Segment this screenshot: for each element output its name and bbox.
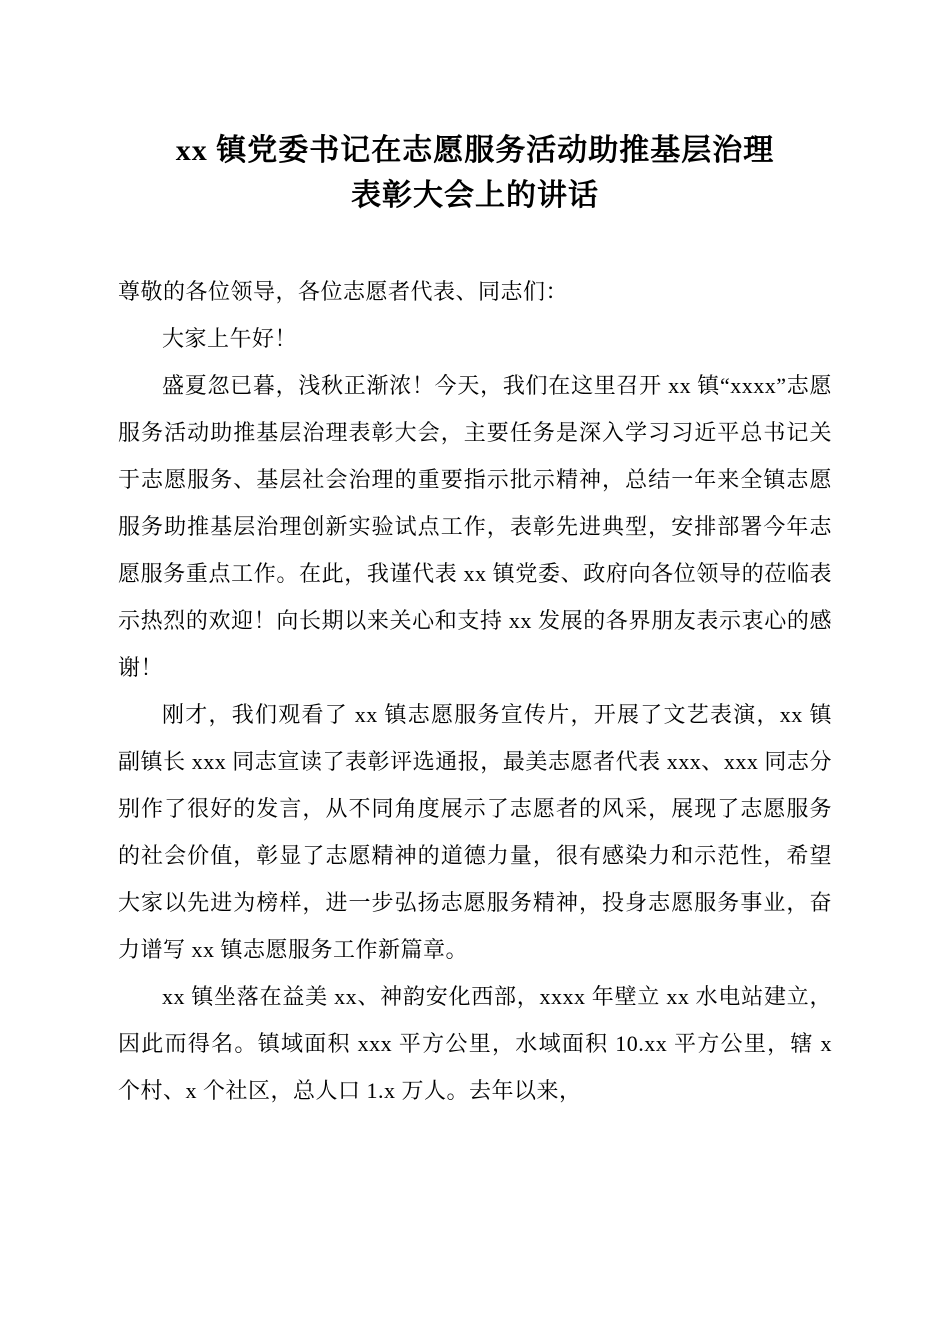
document-title-line-2: 表彰大会上的讲话 <box>351 179 599 212</box>
document-title <box>118 128 832 218</box>
greeting-paragraph: 大家上午好！ <box>162 326 298 351</box>
body-paragraph-1: 盛夏忽已暮，浅秋正渐浓！今天，我们在这里召开 xx 镇“xxxx”志愿服务活动助推基层治理表彰大会，主要任务是深入学习习近平总书记关于志愿服务、基层社会治理的重要指示批示精神，总结一年来全镇志愿服务助推基层治理创新实验试点工作，表彰先进典型，安排部署今年志愿服务重点工作。在此，我谨代表 xx 镇党委、政府向各位领导的莅临表示热烈的欢迎！向长期以来关心和支持 xx 发展的各界朋友表示衷心的感谢！ <box>118 373 832 680</box>
salutation-paragraph: 尊敬的各位领导，各位志愿者代表、同志们： <box>118 279 569 304</box>
body-paragraph-2: 刚才，我们观看了 xx 镇志愿服务宣传片，开展了文艺表演，xx 镇副镇长 xxx 同志宣读了表彰评选通报，最美志愿者代表 xxx、xxx 同志分别作了很好的发言，从不同角度展示了志愿者的风采，展现了志愿服务的社会价值，彰显了志愿精神的道德力量，很有感染力和示范性，希望大家以先进为榜样，进一步弘扬志愿服务精神，投身志愿服务事业，奋力谱写 xx 镇志愿服务工作新篇章。 <box>118 702 832 962</box>
body-paragraph-3: xx 镇坐落在益美 xx、神韵安化西部，xxxx 年壁立 xx 水电站建立，因此而得名。镇域面积 xxx 平方公里，水域面积 10.xx 平方公里，辖 x 个村、x 个社区，总人口 1.x 万人。去年以来， <box>118 984 832 1103</box>
document-title-line-1: xx 镇党委书记在志愿服务活动助推基层治理 <box>175 134 775 167</box>
